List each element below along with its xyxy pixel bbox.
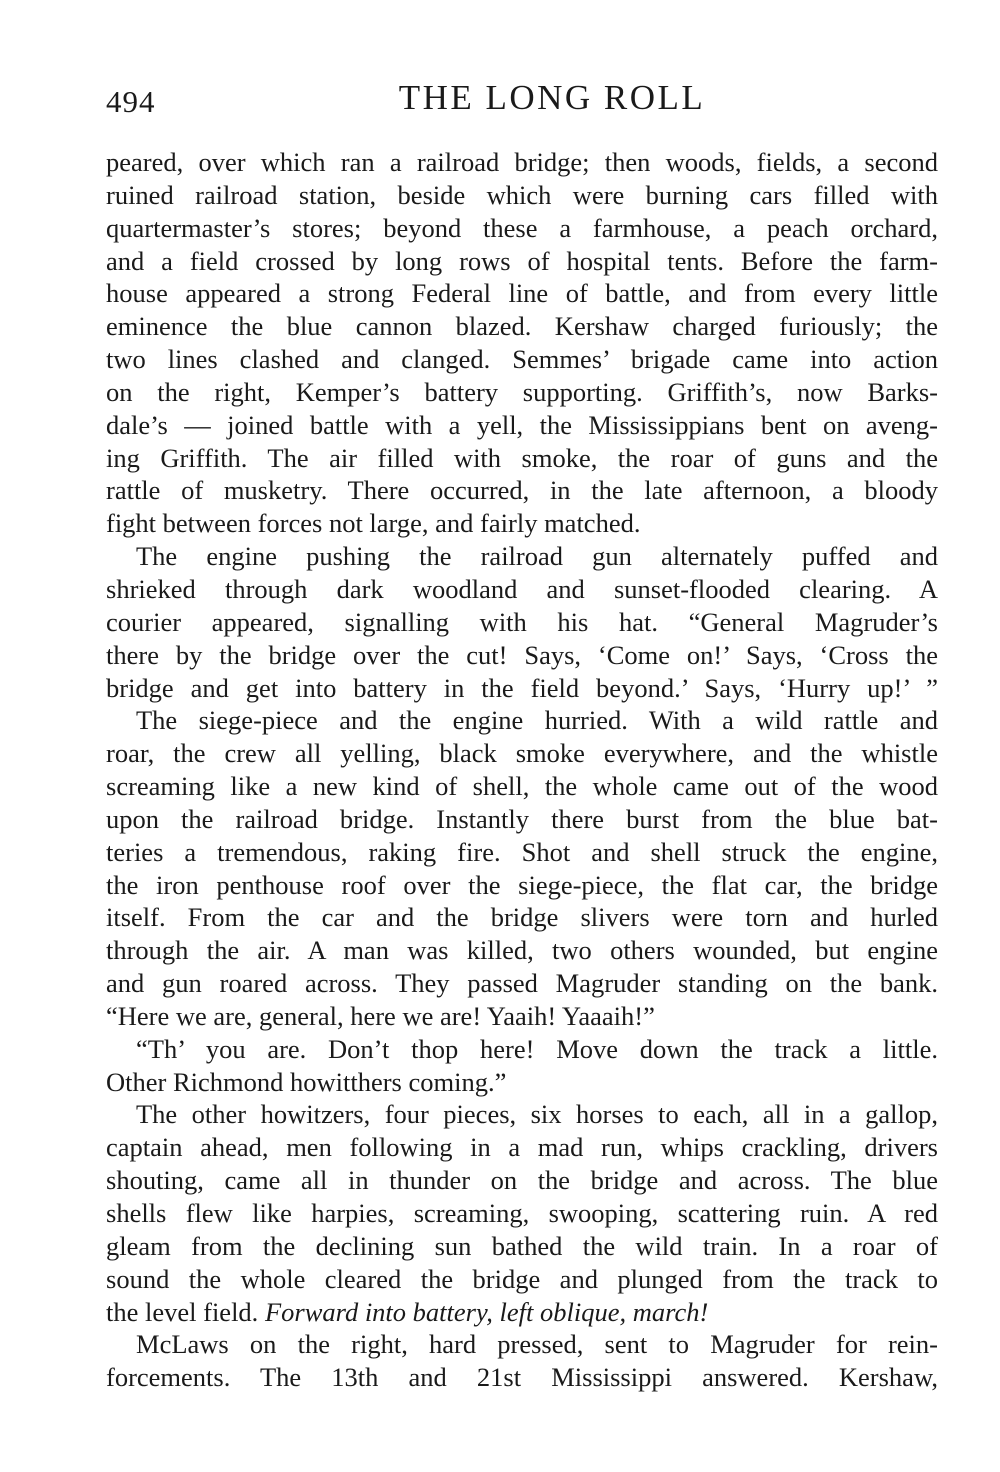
text-line: sound the whole cleared the bridge and plunged from the track to (106, 1263, 938, 1294)
text-line: gleam from the declining sun bathed the wild train. In a roar of (106, 1230, 938, 1261)
text-line: McLaws on the right, hard pressed, sent to Magruder for rein- (136, 1329, 938, 1360)
running-title: THE LONG ROLL (398, 78, 706, 117)
text-line: fight between forces not large, and fairly matched. (106, 508, 641, 539)
page-number: 494 (106, 84, 156, 119)
text-line: and a field crossed by long rows of hospital tents. Before the farm- (106, 245, 938, 276)
text-line: rattle of musketry. There occurred, in the late afternoon, a bloody (106, 475, 938, 506)
text-line: The engine pushing the railroad gun alternately puffed and (136, 541, 938, 572)
italic-command: Forward into battery, left oblique, march! (264, 1296, 709, 1327)
text-line: eminence the blue cannon blazed. Kershaw charged furiously; the (106, 311, 938, 342)
text-line (106, 1296, 938, 1329)
text-line: the iron penthouse roof over the siege-piece, the flat car, the bridge (106, 869, 938, 900)
text-line: peared, over which ran a railroad bridge; then woods, fields, a second (106, 147, 938, 177)
text-line: upon the railroad bridge. Instantly there burst from the blue bat- (106, 803, 938, 834)
text-line: and gun roared across. They passed Magruder standing on the bank. (106, 968, 938, 999)
text-line: quartermaster’s stores; beyond these a farmhouse, a peach orchard, (106, 212, 938, 243)
text-line: captain ahead, men following in a mad run, whips crackling, drivers (106, 1132, 938, 1163)
body-text (106, 146, 938, 1394)
text-line: forcements. The 13th and 21st Mississippi answered. Kershaw, (106, 1362, 938, 1393)
text-line: shells flew like harpies, screaming, swooping, scattering ruin. A red (106, 1198, 938, 1228)
text-line: “Here we are, general, here we are! Yaaih! Yaaaih!” (106, 1000, 655, 1031)
text-line: on the right, Kemper’s battery supporting. Griffith’s, now Barks- (106, 376, 938, 407)
page-header (106, 78, 938, 128)
text-segment: the level field. (106, 1296, 259, 1327)
text-line: ing Griffith. The air filled with smoke, the roar of guns and the (106, 442, 938, 473)
text-line: house appeared a strong Federal line of battle, and from every little (106, 278, 938, 309)
text-line: itself. From the car and the bridge slivers were torn and hurled (106, 902, 938, 933)
text-line: roar, the crew all yelling, black smoke everywhere, and the whistle (106, 738, 938, 769)
text-line: there by the bridge over the cut! Says, ‘Come on!’ Says, ‘Cross the (106, 639, 938, 670)
text-line: Other Richmond howitthers coming.” (106, 1066, 507, 1097)
text-line: The siege-piece and the engine hurried. With a wild rattle and (136, 705, 938, 736)
text-line: bridge and get into battery in the field beyond.’ Says, ‘Hurry up!’ ” (106, 672, 938, 703)
text-line: ruined railroad station, beside which were burning cars filled with (106, 179, 938, 210)
text-line: shrieked through dark woodland and sunset-flooded clearing. A (106, 573, 938, 604)
text-line: two lines clashed and clanged. Semmes’ brigade came into action (106, 344, 938, 375)
text-line: dale’s — joined battle with a yell, the Mississippians bent on aveng- (106, 409, 938, 440)
text-line: teries a tremendous, raking fire. Shot and shell struck the engine, (106, 836, 938, 867)
text-line: courier appeared, signalling with his hat. “General Magruder’s (106, 606, 938, 637)
text-line: shouting, came all in thunder on the bridge and across. The blue (106, 1165, 938, 1196)
text-line: “Th’ you are. Don’t thop here! Move down the track a little. (136, 1033, 938, 1064)
text-line: screaming like a new kind of shell, the whole came out of the wood (106, 771, 938, 802)
text-line: through the air. A man was killed, two others wounded, but engine (106, 935, 938, 966)
text-line: The other howitzers, four pieces, six horses to each, all in a gallop, (136, 1099, 938, 1130)
